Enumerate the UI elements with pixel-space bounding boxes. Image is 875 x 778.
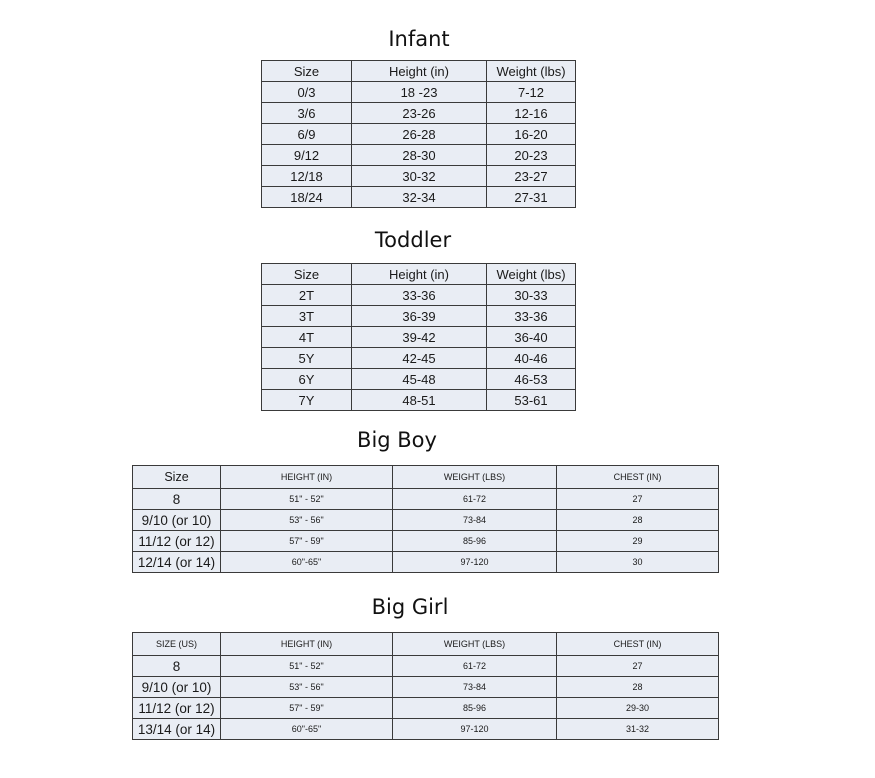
table-cell: 3/6 (262, 103, 352, 124)
table-row (262, 103, 576, 124)
table-cell: 85-96 (393, 531, 557, 552)
column-header: HEIGHT (IN) (221, 633, 393, 656)
column-header: Size (133, 466, 221, 489)
table-cell: 51" - 52" (221, 656, 393, 677)
table-cell: 27 (557, 656, 719, 677)
table-row (262, 369, 576, 390)
table-cell: 53" - 56" (221, 510, 393, 531)
table-cell: 42-45 (352, 348, 487, 369)
table-cell: 12/14 (or 14) (133, 552, 221, 573)
table-row (262, 306, 576, 327)
column-header: Weight (lbs) (487, 61, 576, 82)
column-header: HEIGHT (IN) (221, 466, 393, 489)
table-cell: 12-16 (487, 103, 576, 124)
table-cell: 30-32 (352, 166, 487, 187)
table-row (262, 124, 576, 145)
table-header-row (133, 633, 719, 656)
infant-title: Infant (388, 27, 450, 51)
table-cell: 60"-65" (221, 552, 393, 573)
table-cell: 0/3 (262, 82, 352, 103)
table-cell: 7-12 (487, 82, 576, 103)
table-cell: 23-26 (352, 103, 487, 124)
table-row (133, 489, 719, 510)
table-header-row (133, 466, 719, 489)
column-header: Height (in) (352, 264, 487, 285)
table-cell: 28 (557, 677, 719, 698)
column-header: Size (262, 264, 352, 285)
table-row (133, 510, 719, 531)
table-cell: 57" - 59" (221, 531, 393, 552)
table-cell: 8 (133, 489, 221, 510)
table-cell: 23-27 (487, 166, 576, 187)
table-cell: 40-46 (487, 348, 576, 369)
table-header-row (262, 264, 576, 285)
table-cell: 18/24 (262, 187, 352, 208)
table-cell: 36-40 (487, 327, 576, 348)
table-cell: 16-20 (487, 124, 576, 145)
table-row (262, 327, 576, 348)
table-cell: 13/14 (or 14) (133, 719, 221, 740)
table-cell: 32-34 (352, 187, 487, 208)
table-cell: 2T (262, 285, 352, 306)
table-cell: 7Y (262, 390, 352, 411)
table-cell: 28 (557, 510, 719, 531)
table-cell: 48-51 (352, 390, 487, 411)
table-cell: 31-32 (557, 719, 719, 740)
table-cell: 46-53 (487, 369, 576, 390)
column-header: WEIGHT (LBS) (393, 633, 557, 656)
table-row (133, 719, 719, 740)
table-cell: 29-30 (557, 698, 719, 719)
table-header-row (262, 61, 576, 82)
table-cell: 11/12 (or 12) (133, 531, 221, 552)
table-cell: 9/10 (or 10) (133, 677, 221, 698)
infant-size-table (261, 60, 576, 208)
table-cell: 73-84 (393, 677, 557, 698)
table-cell: 9/12 (262, 145, 352, 166)
table-cell: 27 (557, 489, 719, 510)
table-cell: 3T (262, 306, 352, 327)
table-cell: 8 (133, 656, 221, 677)
table-cell: 57" - 59" (221, 698, 393, 719)
toddler-title: Toddler (374, 228, 452, 252)
column-header: Height (in) (352, 61, 487, 82)
table-cell: 39-42 (352, 327, 487, 348)
table-cell: 6/9 (262, 124, 352, 145)
big-boy-size-table (132, 465, 719, 573)
table-cell: 30 (557, 552, 719, 573)
toddler-size-table (261, 263, 576, 411)
table-cell: 97-120 (393, 552, 557, 573)
table-row (262, 390, 576, 411)
table-cell: 53-61 (487, 390, 576, 411)
table-cell: 9/10 (or 10) (133, 510, 221, 531)
table-row (133, 698, 719, 719)
table-cell: 5Y (262, 348, 352, 369)
table-cell: 73-84 (393, 510, 557, 531)
column-header: WEIGHT (LBS) (393, 466, 557, 489)
table-cell: 53" - 56" (221, 677, 393, 698)
table-cell: 20-23 (487, 145, 576, 166)
table-row (262, 187, 576, 208)
table-cell: 26-28 (352, 124, 487, 145)
table-cell: 61-72 (393, 489, 557, 510)
table-cell: 27-31 (487, 187, 576, 208)
column-header: CHEST (IN) (557, 633, 719, 656)
big-boy-title: Big Boy (357, 428, 437, 452)
table-cell: 51" - 52" (221, 489, 393, 510)
column-header: CHEST (IN) (557, 466, 719, 489)
table-row (262, 348, 576, 369)
big-girl-size-table (132, 632, 719, 740)
table-cell: 12/18 (262, 166, 352, 187)
table-cell: 33-36 (487, 306, 576, 327)
table-row (133, 552, 719, 573)
table-row (133, 677, 719, 698)
table-cell: 30-33 (487, 285, 576, 306)
table-row (262, 285, 576, 306)
table-cell: 60"-65" (221, 719, 393, 740)
column-header: Weight (lbs) (487, 264, 576, 285)
table-cell: 6Y (262, 369, 352, 390)
column-header: SIZE (US) (133, 633, 221, 656)
big-girl-title: Big Girl (371, 595, 449, 619)
table-row (262, 82, 576, 103)
table-row (133, 656, 719, 677)
table-cell: 18 -23 (352, 82, 487, 103)
table-cell: 97-120 (393, 719, 557, 740)
table-row (262, 166, 576, 187)
table-cell: 28-30 (352, 145, 487, 166)
column-header: Size (262, 61, 352, 82)
table-cell: 36-39 (352, 306, 487, 327)
table-cell: 29 (557, 531, 719, 552)
table-cell: 61-72 (393, 656, 557, 677)
table-row (133, 531, 719, 552)
table-cell: 4T (262, 327, 352, 348)
table-row (262, 145, 576, 166)
table-cell: 33-36 (352, 285, 487, 306)
table-cell: 11/12 (or 12) (133, 698, 221, 719)
table-cell: 45-48 (352, 369, 487, 390)
table-cell: 85-96 (393, 698, 557, 719)
